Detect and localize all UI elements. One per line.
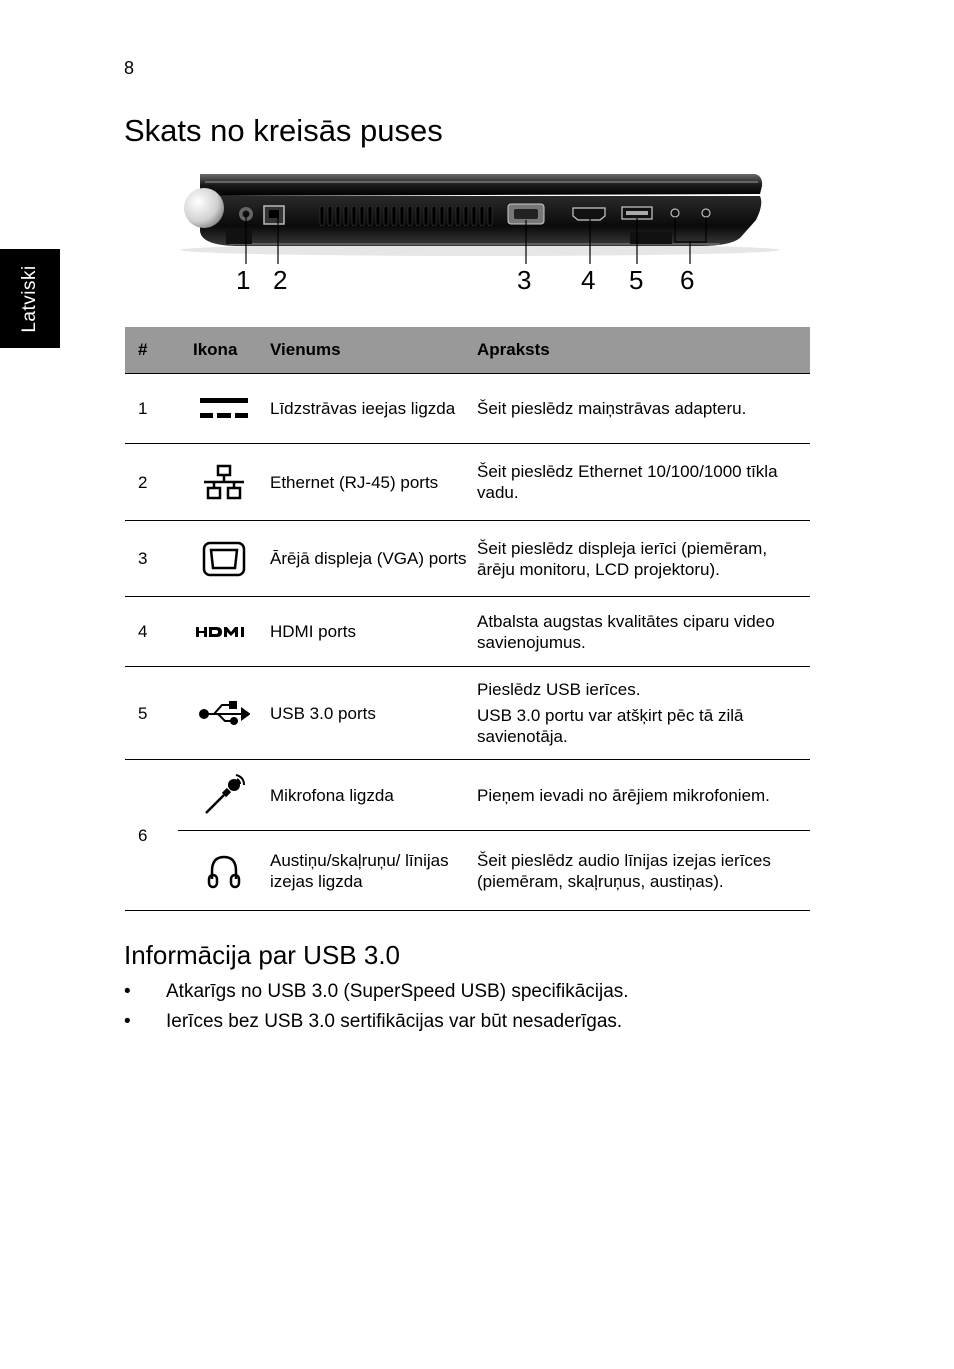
description-text: Šeit pieslēdz audio līnijas izejas ierīces (piemēram, skaļruņus, austiņas).	[477, 850, 771, 891]
row-item: USB 3.0 ports	[270, 667, 477, 760]
headphones-icon	[178, 831, 270, 911]
description-text: Pieslēdz USB ierīces.	[477, 680, 641, 699]
table-row	[125, 597, 810, 667]
callout-1: 1	[236, 265, 251, 295]
row-number: 3	[125, 521, 178, 597]
list-item	[124, 1010, 824, 1040]
row-item: HDMI ports	[270, 597, 477, 667]
row-description	[477, 831, 810, 911]
table-row	[125, 374, 810, 444]
row-item: Ārējā displeja (VGA) ports	[270, 521, 477, 597]
callout-6: 6	[680, 265, 695, 295]
page-title: Skats no kreisās puses	[124, 113, 443, 148]
header-icon: Ikona	[178, 327, 270, 374]
table-row	[125, 521, 810, 597]
microphone-icon	[178, 760, 270, 831]
side-tab-label: Latviski	[19, 264, 40, 333]
description-text: Šeit pieslēdz Ethernet 10/100/1000 tīkla vadu.	[477, 462, 778, 502]
usb-icon	[178, 667, 270, 760]
table-header-row	[125, 327, 810, 374]
description-text: Šeit pieslēdz maiņstrāvas adapteru.	[477, 399, 747, 418]
callout-5: 5	[629, 265, 644, 295]
bullet: •	[124, 1011, 131, 1032]
list-item-text: Ierīces bez USB 3.0 sertifikācijas var būt nesaderīgas.	[166, 1011, 623, 1032]
table-row	[125, 667, 810, 760]
vga-icon	[178, 521, 270, 597]
row-item: Austiņu/skaļruņu/ līnijas izejas ligzda	[270, 831, 477, 911]
description-text: Šeit pieslēdz displeja ierīci (piemēram, ārēju monitoru, LCD projektoru).	[477, 538, 768, 579]
dc-in-icon	[178, 374, 270, 444]
list-item-text: Atkarīgs no USB 3.0 (SuperSpeed USB) specifikācijas.	[166, 981, 629, 1002]
header-description: Apraksts	[477, 327, 810, 374]
row-description	[477, 444, 810, 521]
table-row	[125, 444, 810, 521]
usb-section-title: Informācija par USB 3.0	[124, 940, 401, 970]
table-row	[125, 831, 810, 911]
page-number: 8	[124, 58, 135, 78]
row-description	[477, 760, 810, 831]
row-item: Mikrofona ligzda	[270, 760, 477, 831]
header-number: #	[125, 327, 178, 374]
callout-3: 3	[517, 265, 532, 295]
row-description	[477, 667, 810, 760]
description-text: Atbalsta augstas kvalitātes ciparu video savienojumus.	[477, 611, 775, 652]
description-text: Pieņem ievadi no ārējiem mikrofoniem.	[477, 785, 770, 805]
bullet: •	[124, 981, 131, 1002]
language-side-tab	[0, 249, 60, 348]
row-number: 6	[125, 760, 178, 911]
list-item	[124, 980, 824, 1010]
table-row	[125, 760, 810, 831]
ports-table	[125, 327, 810, 911]
description-text: USB 3.0 portu var atšķirt pēc tā zilā savienotāja.	[477, 706, 744, 746]
header-item: Vienums	[270, 327, 477, 374]
row-description	[477, 597, 810, 667]
row-description	[477, 521, 810, 597]
usb-info-list	[124, 980, 824, 1040]
network-icon	[178, 444, 270, 521]
row-description	[477, 374, 810, 444]
hdmi-icon	[178, 597, 270, 667]
row-item: Ethernet (RJ-45) ports	[270, 444, 477, 521]
row-number: 1	[125, 374, 178, 444]
row-number: 4	[125, 597, 178, 667]
callout-4: 4	[581, 265, 596, 295]
row-number: 2	[125, 444, 178, 521]
row-number: 5	[125, 667, 178, 760]
row-item: Līdzstrāvas ieejas ligzda	[270, 374, 477, 444]
callout-2: 2	[273, 265, 288, 295]
